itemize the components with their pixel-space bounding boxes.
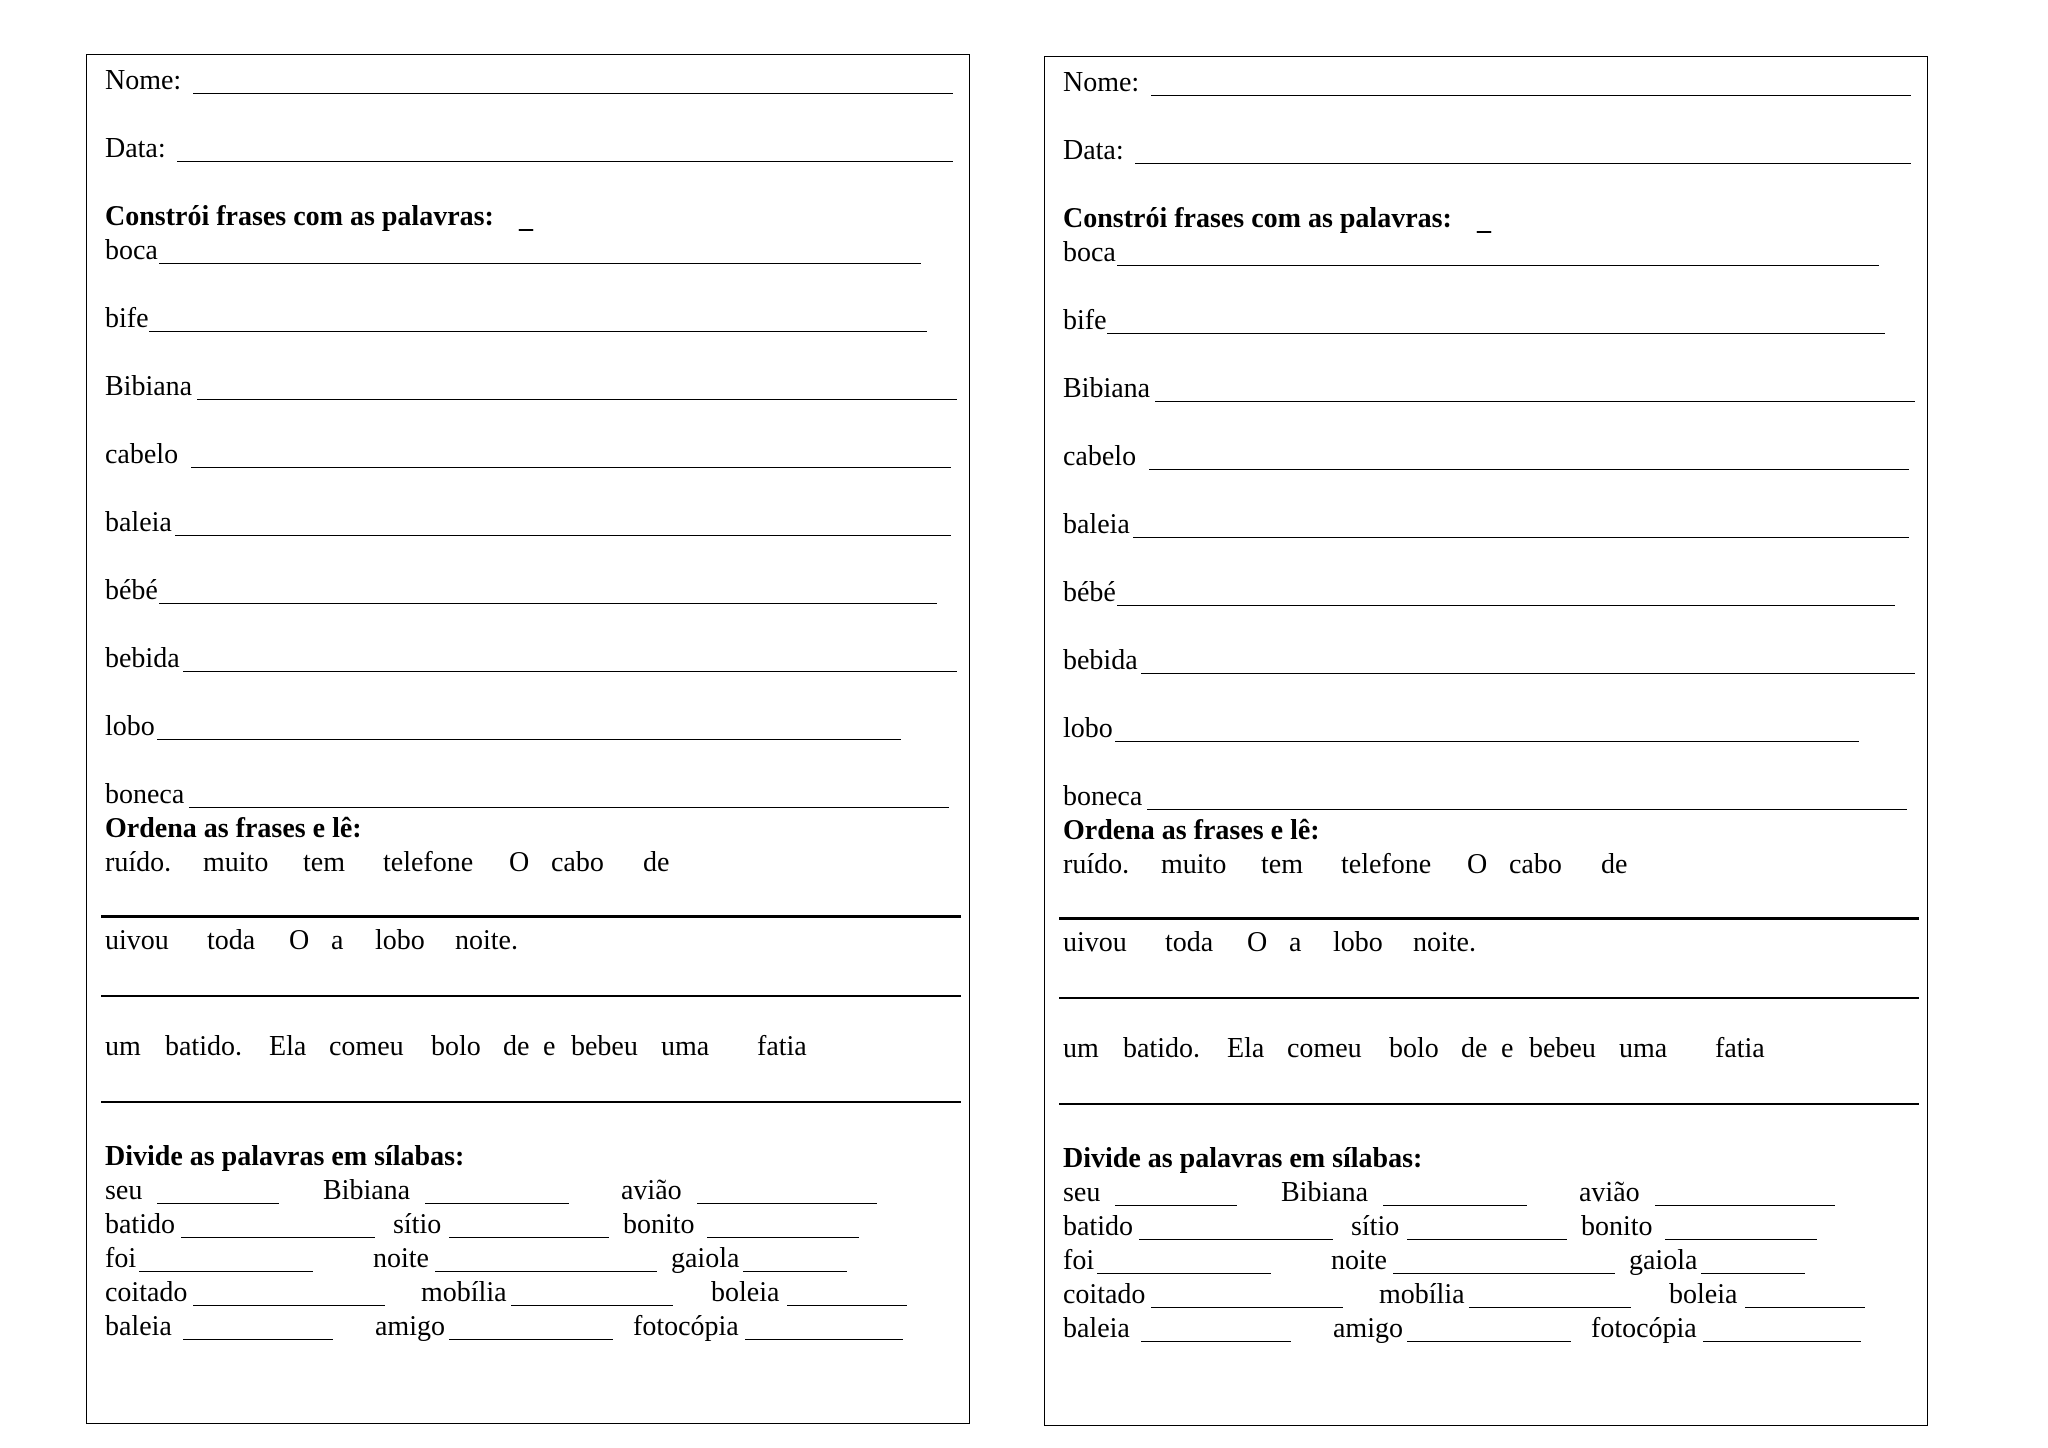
word-label: cabelo [105,439,179,470]
syllable-word: avião [621,1175,682,1206]
word-label: baleia [105,507,172,538]
syllable-line[interactable] [1655,1205,1835,1206]
scrambled-word: ruído. [105,847,172,878]
sentence-line[interactable] [175,535,951,536]
syllable-word: Bibiana [1281,1177,1369,1208]
syllable-line[interactable] [139,1271,313,1272]
scrambled-word: noite. [455,925,518,956]
scrambled-word: bebeu [1529,1033,1596,1064]
answer-line[interactable] [1059,1103,1919,1105]
syllable-line[interactable] [743,1271,847,1272]
section3-title: Divide as palavras em sílabas: [105,1141,465,1172]
sentence-line[interactable] [1147,809,1907,810]
sentence-line[interactable] [183,671,957,672]
word-label: bébé [1063,577,1116,608]
date-line[interactable] [1135,163,1911,164]
section3-title: Divide as palavras em sílabas: [1063,1143,1423,1174]
word-label: boneca [1063,781,1143,812]
sentence-line[interactable] [159,263,921,264]
scrambled-word: O [1467,849,1488,880]
syllable-word: mobília [1379,1279,1465,1310]
scrambled-word: tem [1261,849,1303,880]
scrambled-word: Ela [269,1031,307,1062]
sentence-line[interactable] [159,603,937,604]
syllable-word: gaiola [671,1243,740,1274]
scrambled-word: bolo [431,1031,481,1062]
syllable-line[interactable] [1407,1341,1571,1342]
syllable-word: boleia [1669,1279,1738,1310]
syllable-word: foi [105,1243,137,1274]
answer-line[interactable] [1059,917,1919,920]
sentence-line[interactable] [1117,605,1895,606]
sentence-line[interactable] [191,467,951,468]
syllable-word: mobília [421,1277,507,1308]
word-label: baleia [1063,509,1130,540]
scrambled-word: batido. [165,1031,242,1062]
date-label: Data: [1063,135,1124,166]
syllable-word: gaiola [1629,1245,1698,1276]
scrambled-word: batido. [1123,1033,1200,1064]
syllable-line[interactable] [1115,1205,1237,1206]
syllable-word: fotocópia [633,1311,739,1342]
syllable-word: baleia [1063,1313,1130,1344]
word-label: cabelo [1063,441,1137,472]
scrambled-word: O [289,925,310,956]
answer-line[interactable] [101,995,961,997]
sentence-line[interactable] [197,399,957,400]
syllable-word: coitado [105,1277,188,1308]
syllable-line[interactable] [1393,1273,1615,1274]
syllable-word: coitado [1063,1279,1146,1310]
name-label: Nome: [1063,67,1140,98]
sentence-line[interactable] [157,739,901,740]
syllable-word: amigo [375,1311,445,1342]
sentence-line[interactable] [189,807,949,808]
syllable-line[interactable] [449,1237,609,1238]
scrambled-word: tem [303,847,345,878]
scrambled-word: O [1247,927,1268,958]
word-label: bife [105,303,149,334]
syllable-word: batido [105,1209,175,1240]
syllable-line[interactable] [1745,1307,1865,1308]
section1-title-mark: _ [519,203,533,234]
word-label: lobo [105,711,155,742]
date-line[interactable] [177,161,953,162]
scrambled-word: muito [1161,849,1227,880]
syllable-word: seu [105,1175,143,1206]
section1-title: Constrói frases com as palavras: [1063,203,1452,234]
scrambled-word: fatia [757,1031,807,1062]
sentence-line[interactable] [1133,537,1909,538]
scrambled-word: toda [1165,927,1214,958]
scrambled-word: uivou [105,925,169,956]
word-label: bébé [105,575,158,606]
answer-line[interactable] [1059,997,1919,999]
scrambled-word: uma [1619,1033,1668,1064]
sentence-line[interactable] [1115,741,1859,742]
scrambled-word: uma [661,1031,710,1062]
scrambled-word: de [643,847,670,878]
worksheet-left [86,54,970,1424]
answer-line[interactable] [101,1101,961,1103]
scrambled-word: telefone [383,847,474,878]
syllable-word: sítio [1351,1211,1400,1242]
scrambled-word: de [1601,849,1628,880]
syllable-word: sítio [393,1209,442,1240]
worksheet-right [1044,56,1928,1426]
syllable-line[interactable] [1383,1205,1527,1206]
scrambled-word: telefone [1341,849,1432,880]
syllable-word: Bibiana [323,1175,411,1206]
scrambled-word: bolo [1389,1033,1439,1064]
syllable-line[interactable] [435,1271,657,1272]
section1-title: Constrói frases com as palavras: [105,201,494,232]
word-label: boneca [105,779,185,810]
word-label: lobo [1063,713,1113,744]
scrambled-word: O [509,847,530,878]
scrambled-word: Ela [1227,1033,1265,1064]
scrambled-word: de [503,1031,530,1062]
name-line[interactable] [1151,95,1911,96]
syllable-word: bonito [1581,1211,1653,1242]
sentence-line[interactable] [1141,673,1915,674]
word-label: bebida [105,643,180,674]
syllable-line[interactable] [449,1339,613,1340]
scrambled-word: comeu [1287,1033,1362,1064]
syllable-line[interactable] [787,1305,907,1306]
sentence-line[interactable] [149,331,927,332]
syllable-word: noite [1331,1245,1387,1276]
syllable-line[interactable] [1141,1341,1291,1342]
scrambled-word: um [105,1031,141,1062]
syllable-word: amigo [1333,1313,1403,1344]
sentence-line[interactable] [1117,265,1879,266]
syllable-line[interactable] [511,1305,673,1306]
syllable-line[interactable] [1407,1239,1567,1240]
scrambled-word: uivou [1063,927,1127,958]
sentence-line[interactable] [1149,469,1909,470]
syllable-line[interactable] [1701,1273,1805,1274]
syllable-line[interactable] [697,1203,877,1204]
scrambled-word: ruído. [1063,849,1130,880]
syllable-word: noite [373,1243,429,1274]
scrambled-word: e [543,1031,556,1062]
scrambled-word: noite. [1413,927,1476,958]
syllable-line[interactable] [1703,1341,1861,1342]
section1-title-mark: _ [1477,205,1491,236]
syllable-word: boleia [711,1277,780,1308]
scrambled-word: bebeu [571,1031,638,1062]
section2-title: Ordena as frases e lê: [105,813,362,844]
name-line[interactable] [193,93,953,94]
syllable-word: seu [1063,1177,1101,1208]
syllable-word: batido [1063,1211,1133,1242]
syllable-line[interactable] [425,1203,569,1204]
syllable-line[interactable] [1665,1239,1817,1240]
section2-title: Ordena as frases e lê: [1063,815,1320,846]
scrambled-word: toda [207,925,256,956]
word-label: bife [1063,305,1107,336]
syllable-line[interactable] [707,1237,859,1238]
syllable-line[interactable] [193,1305,385,1306]
syllable-line[interactable] [1151,1307,1343,1308]
syllable-word: fotocópia [1591,1313,1697,1344]
syllable-line[interactable] [181,1237,375,1238]
scrambled-word: fatia [1715,1033,1765,1064]
syllable-word: foi [1063,1245,1095,1276]
word-label: boca [1063,237,1116,268]
answer-line[interactable] [101,915,961,918]
scrambled-word: de [1461,1033,1488,1064]
word-label: boca [105,235,158,266]
scrambled-word: lobo [1333,927,1383,958]
scrambled-word: a [331,925,344,956]
word-label: Bibiana [105,371,193,402]
sentence-line[interactable] [1107,333,1885,334]
date-label: Data: [105,133,166,164]
scrambled-word: lobo [375,925,425,956]
scrambled-word: um [1063,1033,1099,1064]
syllable-line[interactable] [183,1339,333,1340]
syllable-line[interactable] [745,1339,903,1340]
scrambled-word: a [1289,927,1302,958]
scrambled-word: cabo [1509,849,1562,880]
sentence-line[interactable] [1155,401,1915,402]
syllable-line[interactable] [1097,1273,1271,1274]
word-label: bebida [1063,645,1138,676]
name-label: Nome: [105,65,182,96]
syllable-line[interactable] [157,1203,279,1204]
syllable-word: baleia [105,1311,172,1342]
syllable-word: bonito [623,1209,695,1240]
scrambled-word: comeu [329,1031,404,1062]
scrambled-word: e [1501,1033,1514,1064]
scrambled-word: cabo [551,847,604,878]
word-label: Bibiana [1063,373,1151,404]
scrambled-word: muito [203,847,269,878]
syllable-line[interactable] [1469,1307,1631,1308]
syllable-word: avião [1579,1177,1640,1208]
syllable-line[interactable] [1139,1239,1333,1240]
